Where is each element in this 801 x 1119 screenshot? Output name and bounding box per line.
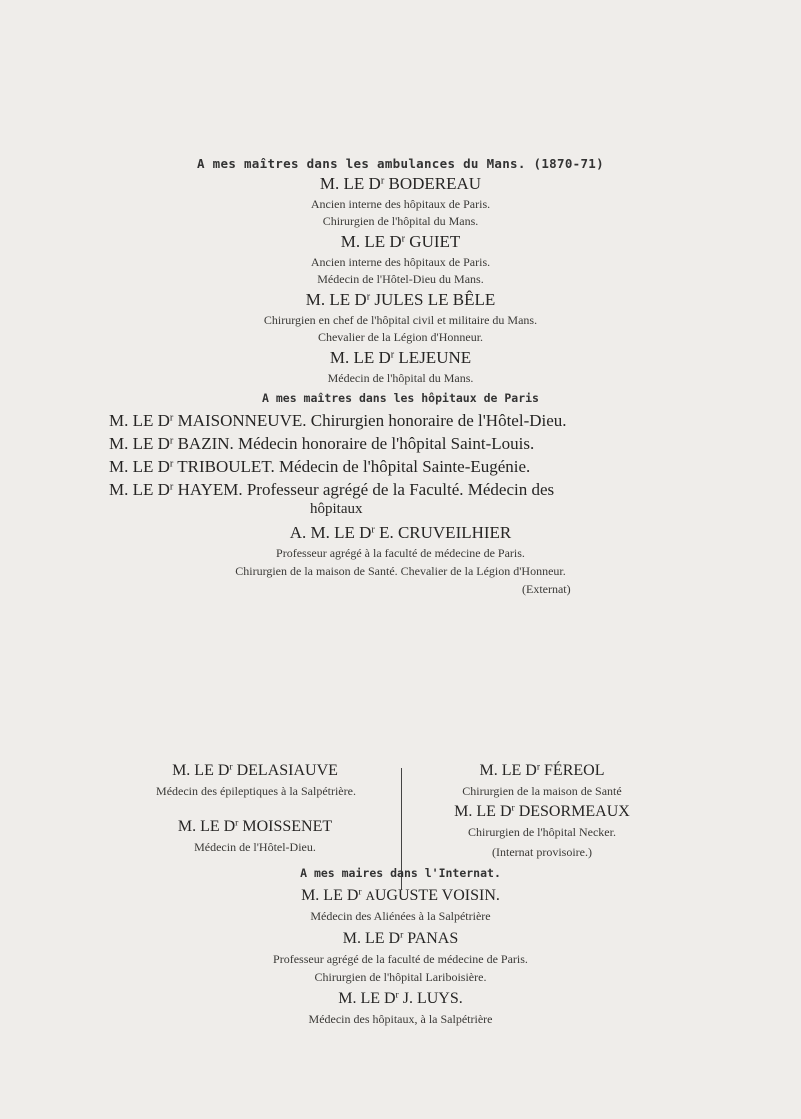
- section-heading-hopitaux: A mes maîtres dans les hôpitaux de Paris: [262, 391, 539, 405]
- cruveilhier-line-3: (Externat): [522, 582, 571, 596]
- name-guiet: M. LE $D^r$ GUIET: [340, 232, 461, 251]
- name-delasiauve: M. LE $D^r$ DELASIAUVE: [172, 761, 338, 779]
- name-triboulet: M. LE $D^r$ TRIBOULET. Médecin de l'hôpital Sainte-Eugénie.: [109, 457, 531, 476]
- name-bazin: M. LE $D^r$ BAZIN. Médecin honoraire de l'hôpital Saint-Louis.: [109, 434, 535, 453]
- guiet-line-1: Ancien interne des hôpitaux de Paris.: [310, 255, 491, 269]
- name-hayem: M. LE $D^r$ HAYEM. Professeur agrégé de la Faculté. Médecin des: [109, 480, 555, 499]
- name-luys: M. LE $D^r$ J. LUYS.: [338, 989, 463, 1007]
- name-lejeune: M. LE $D^r$ LEJEUNE: [329, 348, 472, 367]
- bodereau-line-2: Chirurgien de l'hôpital du Mans.: [322, 214, 479, 228]
- luys-line: Médecin des hôpitaux, à la Salpétrière: [308, 1012, 493, 1026]
- bodereau-line-1: Ancien interne des hôpitaux de Paris.: [310, 197, 491, 211]
- desormeaux-line-2: (Internat provisoire.): [492, 845, 592, 859]
- cruveilhier-line-1: Professeur agrégé à la faculté de médecine de Paris.: [276, 546, 525, 560]
- name-desormeaux: M. LE $D^r$ DESORMEAUX: [454, 802, 630, 820]
- hayem-continuation: hôpitaux: [310, 501, 363, 517]
- delasiauve-line: Médecin des épileptiques à la Salpétrière.: [156, 784, 356, 798]
- guiet-line-2: Médecin de l'Hôtel-Dieu du Mans.: [317, 272, 484, 286]
- panas-line-1: Professeur agrégé de la faculté de médecine de Paris.: [273, 952, 528, 966]
- section-heading-internat: A mes maires dans l'Internat.: [300, 866, 501, 880]
- cruveilhier-line-2: Chirurgien de la maison de Santé. Chevalier de la Légion d'Honneur.: [235, 564, 566, 578]
- bele-line-1: Chirurgien en chef de l'hôpital civil et militaire du Mans.: [263, 313, 538, 327]
- desormeaux-line-1: Chirurgien de l'hôpital Necker.: [468, 825, 616, 839]
- name-cruveilhier: A. M. LE $D^r$ E. CRUVEILHIER: [289, 523, 512, 542]
- bele-line-2: Chevalier de la Légion d'Honneur.: [317, 330, 484, 344]
- lejeune-line-1: Médecin de l'hôpital du Mans.: [327, 371, 474, 385]
- panas-line-2: Chirurgien de l'hôpital Lariboisière.: [314, 970, 487, 984]
- name-panas: M. LE $D^r$ PANAS: [342, 929, 459, 947]
- name-fereol: M. LE $D^r$ FÉREOL: [479, 761, 605, 779]
- section-heading-ambulances: A mes maîtres dans les ambulances du Mans. (1870-71): [197, 156, 604, 171]
- name-bodereau: M. LE $D^r$ BODEREAU: [319, 174, 482, 193]
- voisin-line: Médecin des Aliénées à la Salpétrière: [310, 909, 491, 923]
- name-moissenet: M. LE $D^r$ MOISSENET: [177, 817, 333, 835]
- name-voisin: M. LE $D^r$ AUGUSTE VOISIN.: [301, 886, 500, 904]
- fereol-line: Chirurgien de la maison de Santé: [462, 784, 622, 798]
- name-bele: M. LE $D^r$ JULES LE BÊLE: [305, 290, 496, 309]
- moissenet-line: Médecin de l'Hôtel-Dieu.: [194, 840, 316, 854]
- name-maisonneuve: M. LE $D^r$ MAISONNEUVE. Chirurgien honoraire de l'Hôtel-Dieu.: [109, 411, 567, 430]
